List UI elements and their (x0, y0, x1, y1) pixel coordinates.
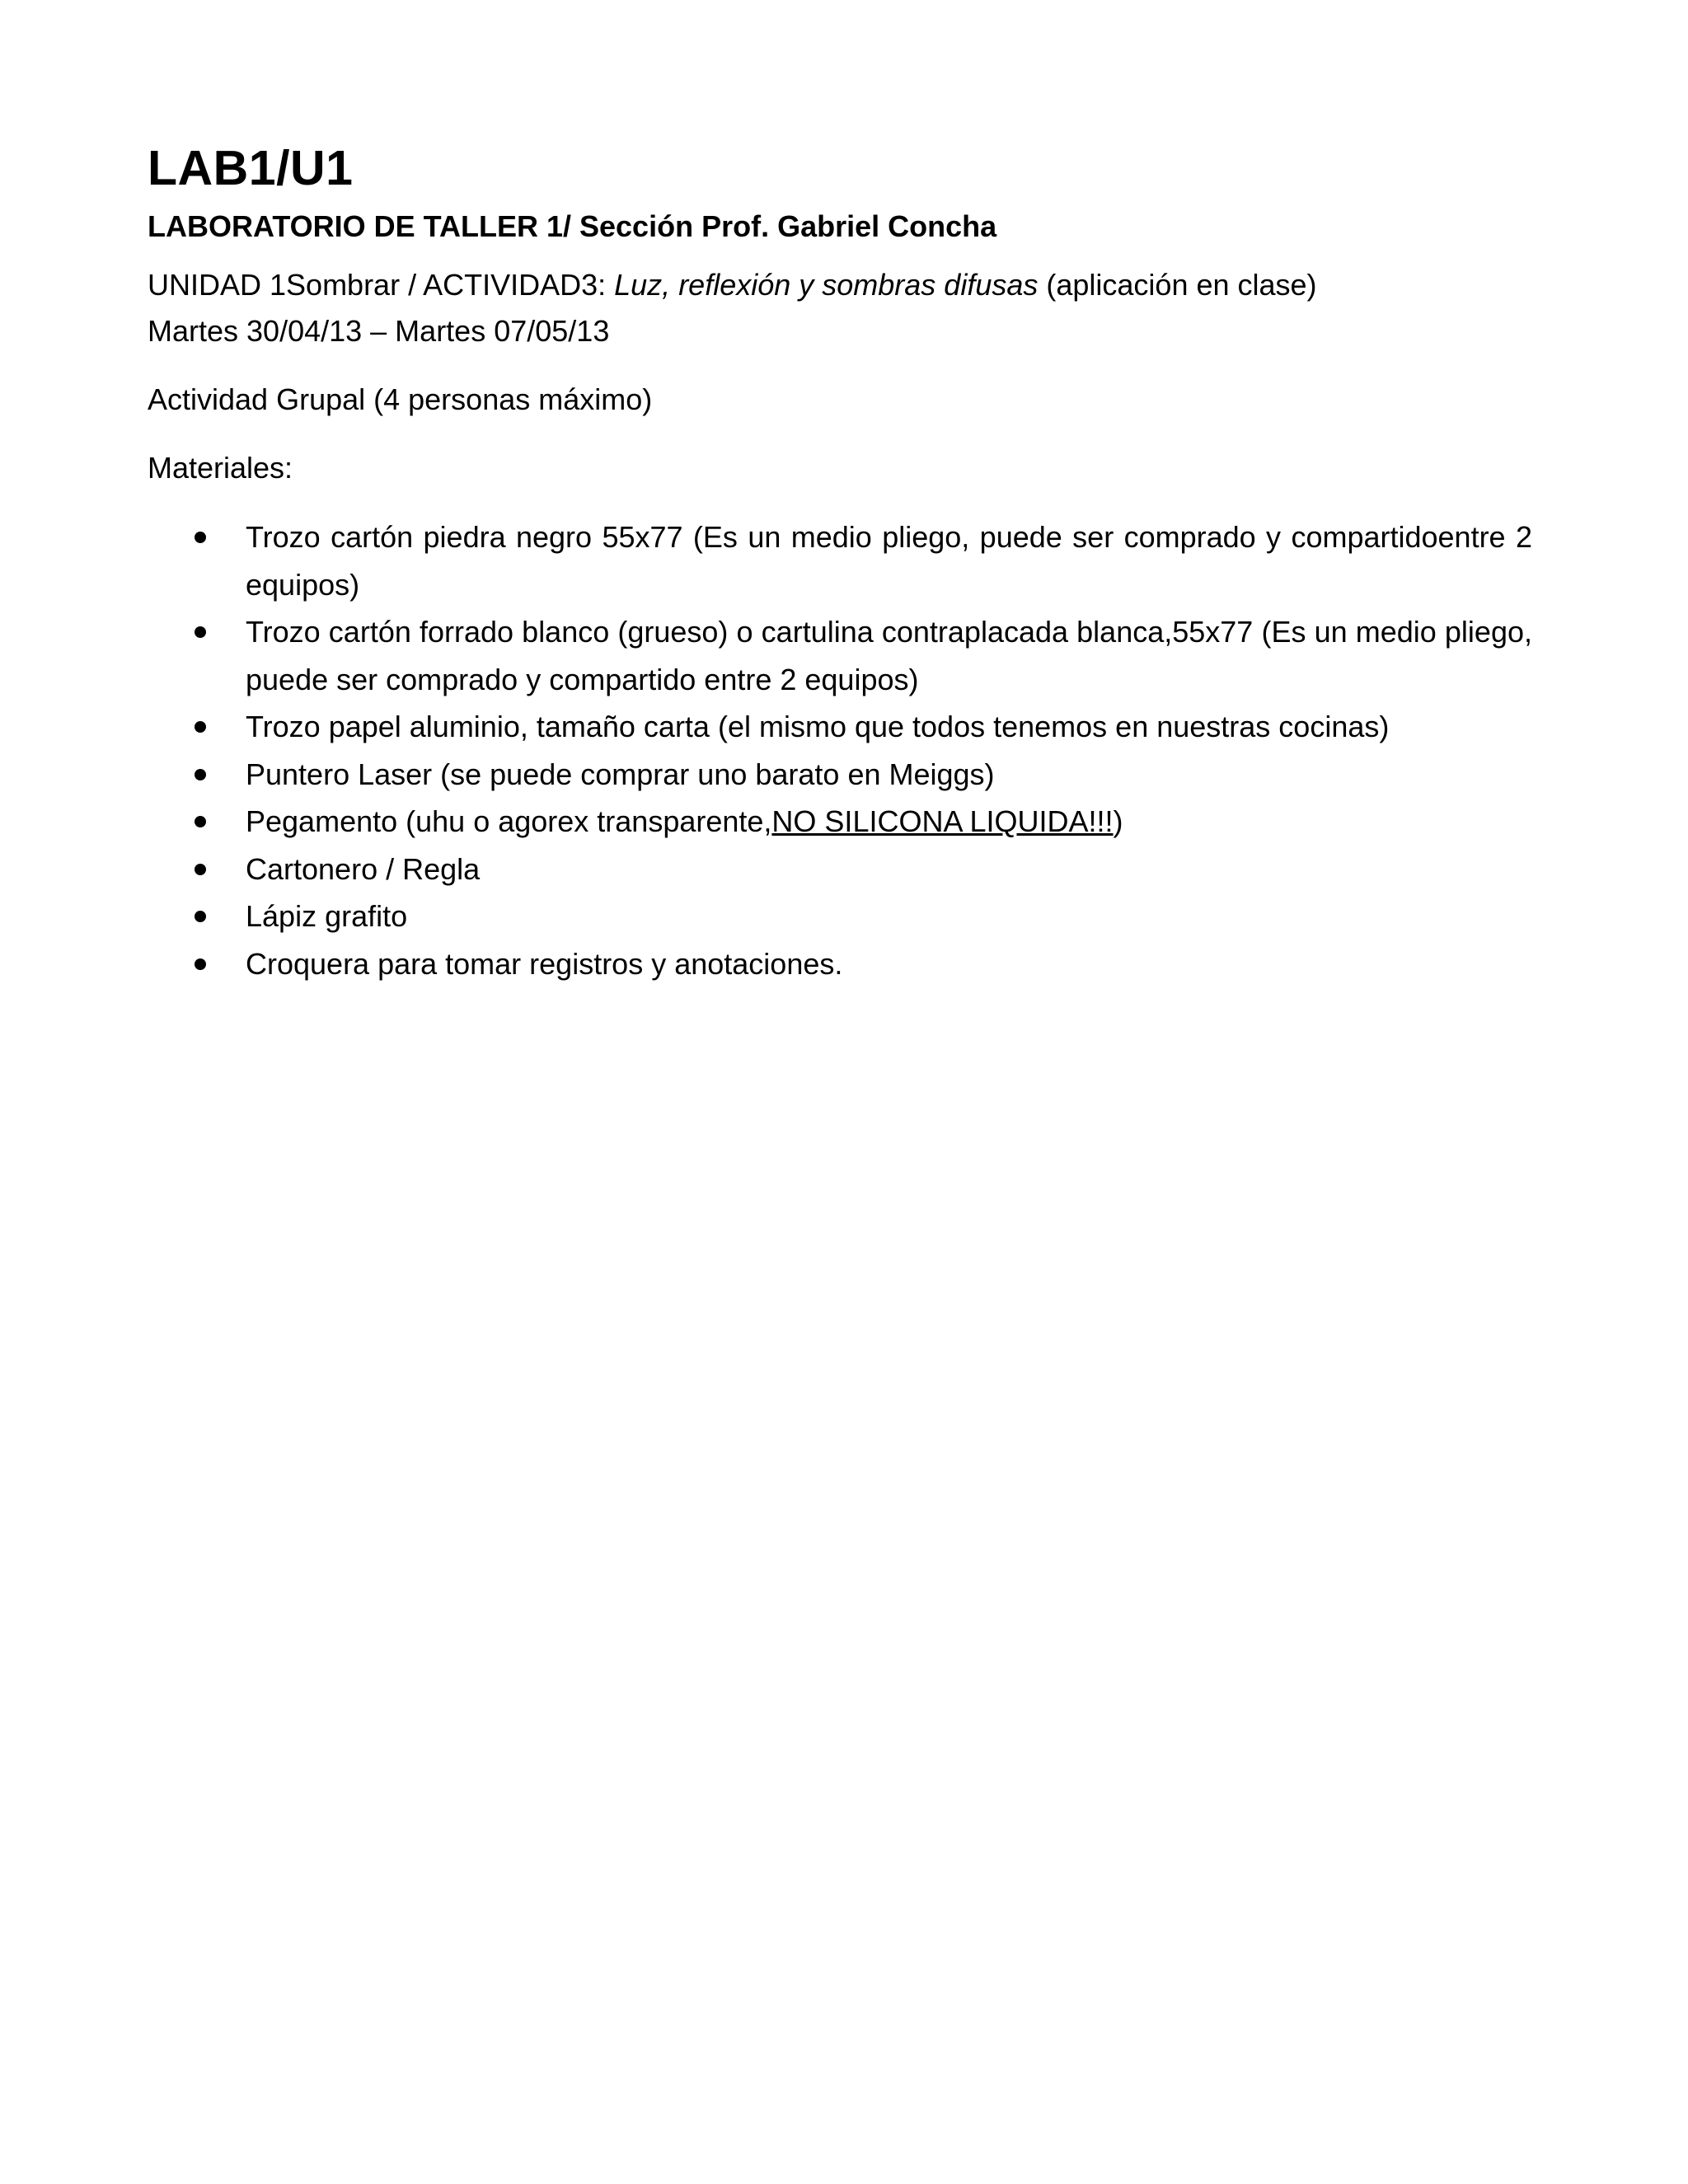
warning-text: NO SILICONA LIQUIDA!!! (771, 804, 1114, 838)
unit-prefix: UNIDAD 1Sombrar / ACTIVIDAD3: (148, 268, 615, 302)
unit-suffix: (aplicación en clase) (1038, 268, 1317, 302)
list-item-suffix: ) (1113, 804, 1123, 838)
document-subtitle: LABORATORIO DE TALLER 1/ Sección Prof. Gabriel Concha (148, 209, 997, 243)
list-item-text: Pegamento (uhu o agorex transparente, (246, 804, 772, 838)
document-title: LAB1/U1 (148, 141, 354, 195)
list-item-text: Trozo papel aluminio, tamaño carta (el mismo que todos tenemos en nuestras cocinas) (246, 710, 1390, 743)
list-item (148, 513, 1532, 608)
list-item (148, 751, 1532, 799)
list-item (148, 798, 1532, 846)
list-item-text: Trozo cartón piedra negro 55x77 (Es un medio pliego, puede ser comprado y compartidoentre 2 equipos) (246, 520, 1532, 602)
list-item-text: Puntero Laser (se puede comprar uno barato en Meiggs) (246, 757, 995, 791)
materials-list (148, 513, 1532, 987)
list-item-text: Lápiz grafito (246, 899, 408, 933)
activity-title: Luz, reflexión y sombras difusas (614, 268, 1039, 302)
list-item (148, 608, 1532, 703)
list-item (148, 846, 1532, 893)
materials-heading: Materiales: (148, 451, 293, 485)
activity-dates: Martes 30/04/13 – Martes 07/05/13 (148, 314, 610, 348)
list-item-text: Cartonero / Regla (246, 851, 481, 886)
list-item (148, 703, 1532, 751)
group-note: Actividad Grupal (4 personas máximo) (148, 382, 653, 416)
unit-activity-line (148, 262, 1532, 308)
list-item-text: Croquera para tomar registros y anotaciones. (246, 946, 843, 981)
list-item-text: Trozo cartón forrado blanco (grueso) o cartulina contraplacada blanca,55x77 (Es un medio pliego, puede ser comprado y compartido entre 2 equipos) (246, 615, 1532, 696)
document-body (148, 138, 1532, 987)
list-item (148, 893, 1532, 940)
list-item (148, 940, 1532, 988)
